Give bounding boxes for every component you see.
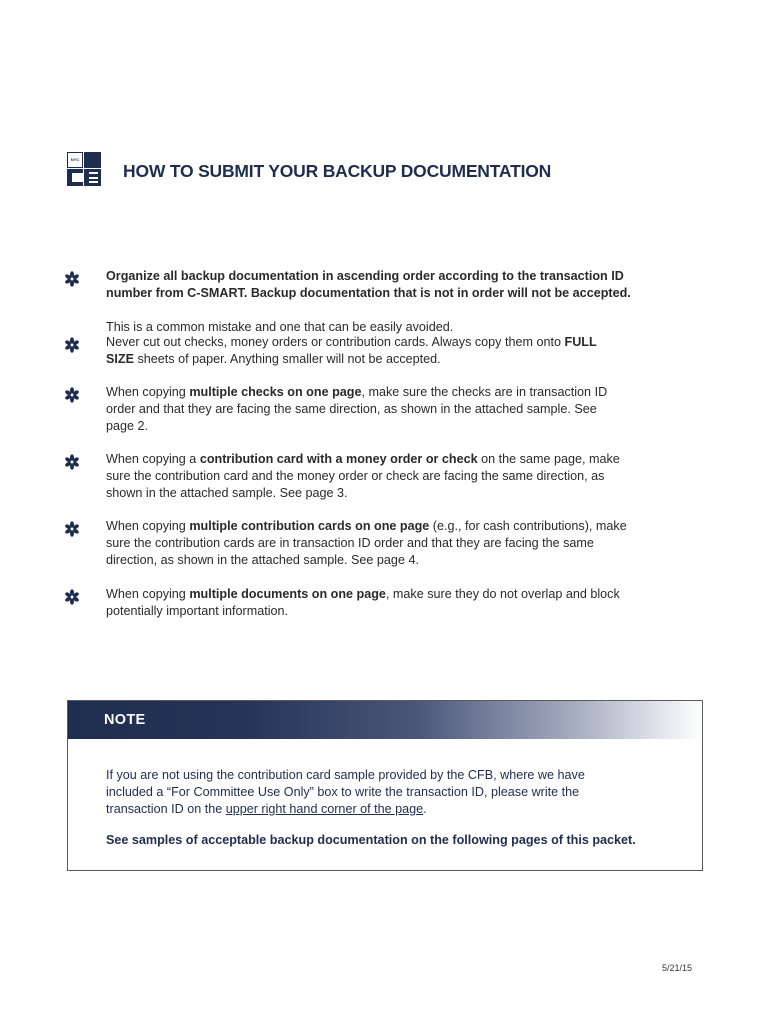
- note-body-line: transaction ID on the: [106, 802, 226, 816]
- note-body-line: included a “For Committee Use Only” box to write the transaction ID, please write the: [106, 785, 580, 799]
- instruction-text-bold: multiple checks on one page: [189, 385, 362, 399]
- instruction-text: [106, 586, 666, 620]
- instruction-text-plain: When copying: [106, 519, 190, 533]
- instruction-text-bold: contribution card with a money order or check: [199, 452, 478, 466]
- instruction-text-plain: Never cut out checks, money orders or contribution cards. Always copy them onto: [106, 335, 565, 349]
- instruction-text: [106, 268, 666, 336]
- page-date: 5/21/15: [662, 963, 693, 973]
- note-footer: See samples of acceptable backup documentation on the following pages of this packet.: [106, 833, 636, 847]
- instruction-text-plain: , make sure they do not overlap and block potentially important information.: [106, 587, 620, 618]
- cfb-logo: [67, 152, 101, 186]
- instruction-text: [106, 518, 666, 569]
- instruction-text-plain: When copying a: [106, 452, 200, 466]
- instruction-text-bold: multiple documents on one page: [189, 587, 386, 601]
- logo-c-block: [67, 169, 83, 186]
- instruction-text-bold: Organize all backup documentation in ascending order according to the transaction ID: [106, 269, 624, 283]
- page-title: HOW TO SUBMIT YOUR BACKUP DOCUMENTATION: [123, 161, 552, 181]
- instruction-text: [106, 384, 666, 435]
- instruction-text-plain: When copying: [106, 385, 190, 399]
- instruction-text-bold: SIZE: [106, 352, 134, 366]
- instruction-text-plain: , make sure the checks are in transaction ID order and that they are facing the same direction, as shown in the attached sample. See page 2.: [106, 385, 608, 433]
- asterisk-flower-icon: [64, 271, 80, 287]
- instruction-text-bold: FULL: [564, 335, 597, 349]
- asterisk-flower-icon: [64, 521, 80, 537]
- instruction-text-plain: on the same page, make sure the contribution card and the money order or check are facing the same direction, as shown in the attached sample. See page 3.: [106, 452, 620, 500]
- note-body-line: If you are not using the contribution card sample provided by the CFB, where we have: [106, 768, 585, 782]
- asterisk-flower-icon: [64, 337, 80, 353]
- logo-nyc-label: NYC: [67, 152, 83, 168]
- note-box: [67, 700, 703, 871]
- instruction-text-plain: (e.g., for cash contributions), make sure the contribution cards are in transaction ID order and that they are facing the same direction, as shown in the attached sample. See page 4.: [106, 519, 627, 567]
- instruction-text-plain: When copying: [106, 587, 190, 601]
- instruction-text: [106, 334, 666, 368]
- note-body: [106, 767, 686, 818]
- instruction-text-bold: number from C-SMART. Backup documentation that is not in order will not be accepted.: [106, 286, 631, 300]
- instruction-text-plain: This is a common mistake and one that can be easily avoided.: [106, 320, 454, 334]
- instruction-text: [106, 451, 666, 502]
- instruction-text-plain: sheets of paper. Anything smaller will not be accepted.: [134, 352, 441, 366]
- asterisk-flower-icon: [64, 387, 80, 403]
- logo-block: [84, 152, 101, 168]
- instruction-text-bold: multiple contribution cards on one page: [189, 519, 430, 533]
- asterisk-flower-icon: [64, 454, 80, 470]
- note-title: NOTE: [104, 712, 146, 728]
- note-body-line: .: [423, 802, 427, 816]
- note-emphasis-link: upper right hand corner of the page: [225, 802, 424, 816]
- asterisk-flower-icon: [64, 589, 80, 605]
- logo-e-block: [84, 169, 101, 186]
- note-header: [68, 701, 702, 739]
